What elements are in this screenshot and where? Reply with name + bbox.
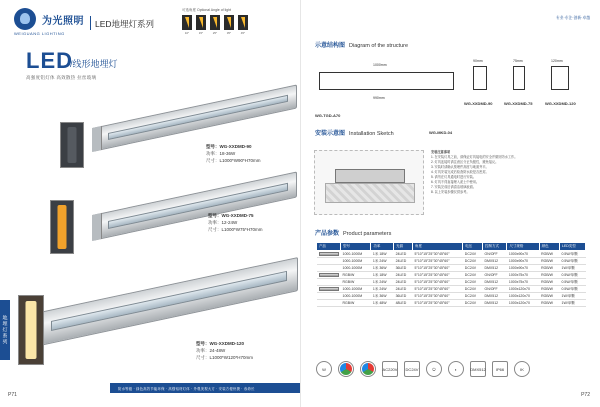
params-body: [317, 251, 586, 307]
table-cell: RGB/W: [539, 300, 559, 307]
table-row: [317, 279, 586, 286]
angle-label: 15°: [198, 31, 204, 35]
table-cell: DC24V: [463, 279, 483, 286]
params-title-cn: 产品参数: [315, 231, 340, 237]
table-cell: 1000-1000M: [341, 286, 371, 293]
table-cell: 0.5W/单颗: [560, 258, 586, 265]
angle-panel: [182, 8, 282, 48]
spec-block-75: [208, 212, 263, 233]
product-photo-90: [60, 122, 84, 168]
structure-title-en: Diagram of the structure: [349, 43, 409, 49]
structure-section-90: [473, 66, 487, 90]
table-cell: 48LED: [394, 300, 413, 307]
feature-icons: [316, 361, 530, 377]
table-cell: 1000x90x70: [507, 258, 539, 265]
dc24v-icon: DC24V: [404, 361, 420, 377]
table-cell: 1000-1000M: [341, 293, 371, 300]
product-thumb: [319, 287, 339, 291]
width-label: 90mm: [473, 59, 483, 63]
section-model-label: WG-XXDMD-90: [464, 101, 493, 106]
product-thumb-cell: [317, 265, 341, 272]
table-cell: 5°10°15°25°30°45°60°: [413, 265, 463, 272]
table-cell: 36LED: [394, 293, 413, 300]
light-slot: [58, 205, 67, 249]
params-title-en: Product parameters: [343, 231, 392, 237]
table-cell: 0.5W/单颗: [560, 272, 586, 279]
product-thumb-cell: [317, 293, 341, 300]
dim-length-bottom: 990mm: [373, 96, 385, 100]
note-line: 7. 安装完成后请清洁玻璃表面。: [431, 185, 476, 189]
product-thumb-cell: [317, 272, 341, 279]
page-number-left: P71: [8, 392, 17, 398]
spec-model: 型号：WG-XXDMD-90: [206, 144, 252, 149]
angle-labels: [182, 31, 282, 35]
structure-section-120: [551, 66, 569, 90]
table-cell: 1000x120x70: [507, 300, 539, 307]
spec-power: 功率：18-36W: [206, 151, 236, 156]
table-cell: 1000-1000M: [341, 265, 371, 272]
section-model-label: WG-XXDMD-120: [545, 101, 576, 106]
series-divider: [90, 16, 91, 30]
ik-icon: IK: [514, 361, 530, 377]
note-line: 1. 在安装灯具之前，请保证灯具接电的安全并做好防水工作。: [431, 155, 518, 159]
brand-subtitle: WEIGUANG LIGHTING: [14, 31, 65, 36]
table-cell: RGB/W: [539, 251, 559, 258]
brand-logo-icon: [14, 8, 36, 30]
feature-line: 高强度铝灯体 高效散热 拉丝玻璃: [26, 75, 97, 80]
table-cell: 1米 36W: [371, 265, 394, 272]
table-cell: ON/OFF: [482, 286, 506, 293]
brand: [14, 8, 84, 30]
left-footer-bar: 防水等级 · 绿色高效节能环保 · 高强铝材灯体 · 外观美观大方 · 安装方便快捷 · 寿命长: [110, 383, 300, 393]
product-thumb-cell: [317, 251, 341, 258]
width-label: 75mm: [513, 59, 523, 63]
table-row: [317, 300, 586, 307]
product-thumb: [319, 252, 339, 256]
beam-angle-icon: [224, 15, 234, 30]
table-cell: 1米 24W: [371, 286, 394, 293]
table-cell: 1000x75x70: [507, 279, 539, 286]
table-cell: 5°10°15°25°30°45°60°: [413, 300, 463, 307]
install-title: [315, 128, 394, 137]
product-thumb-cell: [317, 300, 341, 307]
table-cell: ON/OFF: [482, 251, 506, 258]
spec-size: 尺寸：L1000*W75*H70mm: [208, 227, 263, 232]
table-cell: DC24V: [463, 293, 483, 300]
table-cell: 5°10°15°25°30°45°60°: [413, 258, 463, 265]
width-label: 120mm: [551, 59, 563, 63]
angle-label: 25°: [212, 31, 218, 35]
structure-section-75: [513, 66, 525, 90]
structure-title-cn: 示意结构图: [315, 43, 346, 49]
header-cell: 颜色: [539, 243, 559, 251]
table-cell: DC24V: [463, 258, 483, 265]
table-cell: 1米 24W: [371, 258, 394, 265]
product-thumb-cell: [317, 286, 341, 293]
top-tag: 专业·专注·创新·卓越: [555, 15, 590, 20]
table-cell: 1W/单颗: [560, 265, 586, 272]
angle-caption: 可选角度 Optional Angle of light: [182, 8, 232, 12]
note-line: 8. 以上安装步骤仅供参考。: [431, 190, 470, 194]
params-header-row: [317, 243, 586, 251]
dim-icon: ◐: [448, 361, 464, 377]
header-cell: 产品: [317, 243, 341, 251]
table-cell: 0.5W/单颗: [560, 251, 586, 258]
table-cell: DC24V: [463, 300, 483, 307]
table-cell: 5°10°15°25°30°45°60°: [413, 286, 463, 293]
led-subtitle: /线形地埋灯: [70, 59, 118, 69]
white-light-icon: W: [316, 361, 332, 377]
dim-length-top: 1000mm: [373, 63, 387, 67]
table-cell: RGB/W: [539, 279, 559, 286]
side-tab[interactable]: 地埋灯系列: [0, 300, 10, 360]
install-title-cn: 安装示意图: [315, 131, 346, 137]
table-cell: DMX512: [482, 293, 506, 300]
note-line: 3. 安装时请确认预埋件高度与地面齐平。: [431, 165, 489, 169]
angle-label: 45°: [240, 31, 246, 35]
angle-label: 35°: [226, 31, 232, 35]
table-cell: 1米 24W: [371, 279, 394, 286]
table-cell: 24LED: [394, 251, 413, 258]
spec-model: 型号：WG-XXDMD-75: [208, 213, 254, 218]
table-cell: RGB/W: [341, 279, 371, 286]
table-row: [317, 258, 586, 265]
table-cell: RGB/W: [539, 293, 559, 300]
table-cell: 24LED: [394, 258, 413, 265]
table-row: [317, 251, 586, 258]
table-cell: DMX512: [482, 265, 506, 272]
angle-label: 10°: [184, 31, 190, 35]
header-cell: 控制方式: [482, 243, 506, 251]
light-slot: [26, 301, 37, 358]
install-sketch: [314, 150, 424, 215]
table-cell: DC24V: [463, 265, 483, 272]
light-slot: [68, 127, 77, 164]
ac220v-icon: AC220V: [382, 361, 398, 377]
product-thumb-cell: [317, 258, 341, 265]
product-thumb: [319, 273, 339, 277]
note-line: 5. 请勿在灯具通电时进行安装。: [431, 175, 476, 179]
beam-angle-icon: [238, 15, 248, 30]
table-cell: 24LED: [394, 272, 413, 279]
product-photo-75: [50, 200, 74, 254]
table-cell: 5°10°15°25°30°45°60°: [413, 293, 463, 300]
led-title: LED: [26, 48, 73, 73]
table-cell: 5°10°15°25°30°45°60°: [413, 251, 463, 258]
table-cell: 1000x120x70: [507, 286, 539, 293]
sketch-housing: [335, 169, 405, 183]
table-cell: 1000x90x70: [507, 251, 539, 258]
header-cell: 尺寸规格: [507, 243, 539, 251]
table-cell: 1米 18W: [371, 251, 394, 258]
params-table: [316, 242, 586, 307]
table-cell: DC24V: [463, 286, 483, 293]
section-model-label: WG-XXDMD-75: [504, 101, 533, 106]
header-cell: 角度: [413, 243, 463, 251]
header-cell: 电压: [463, 243, 483, 251]
sketch-ground: [325, 183, 415, 203]
header-cell: LED类型: [560, 243, 586, 251]
table-cell: DMX512: [482, 279, 506, 286]
note-line: 2. 灯具连接时请注意区分正负极性，避免接反。: [431, 160, 499, 164]
table-cell: 0.5W/单颗: [560, 286, 586, 293]
fixture-image-120: [30, 314, 298, 348]
table-cell: RGB/W: [341, 300, 371, 307]
table-cell: 1W/单颗: [560, 300, 586, 307]
table-cell: RGB/W: [539, 258, 559, 265]
table-row: [317, 265, 586, 272]
table-cell: 1000-1000M: [341, 251, 371, 258]
series-title: LED地埋灯系列: [95, 19, 155, 29]
spec-block-90: [206, 143, 261, 164]
params-title: [315, 228, 391, 237]
table-cell: RGB/W: [341, 272, 371, 279]
table-cell: 1米 18W: [371, 272, 394, 279]
table-cell: 24LED: [394, 286, 413, 293]
beam-angle-icon: [196, 15, 206, 30]
structure-side-view: [319, 72, 454, 90]
spec-size: 尺寸：L1000*W120*H70mm: [196, 355, 254, 360]
rgbw-icon: [360, 361, 376, 377]
product-photo-120: [18, 295, 44, 365]
table-cell: DC24V: [463, 251, 483, 258]
ip66-icon: IP66: [492, 361, 508, 377]
header-cell: 功率: [371, 243, 394, 251]
angle-row: [182, 15, 282, 30]
table-cell: 1000x90x70: [507, 265, 539, 272]
header-cell: 型号: [341, 243, 371, 251]
table-cell: 1000x75x70: [507, 272, 539, 279]
notes-title: 安装注意事项: [431, 150, 451, 154]
install-notes: [431, 150, 581, 195]
table-cell: RGB/W: [539, 265, 559, 272]
table-cell: 1W/单颗: [560, 293, 586, 300]
beam-angle-icon: [182, 15, 192, 30]
header-cell: 光源: [394, 243, 413, 251]
table-cell: 1000-1000M: [341, 258, 371, 265]
table-cell: 5°10°15°25°30°45°60°: [413, 279, 463, 286]
beam-angle-icon: [210, 15, 220, 30]
table-cell: 0.5W/单颗: [560, 279, 586, 286]
note-line: 6. 灯具不得直接埋入泥土中使用。: [431, 180, 480, 184]
spec-power: 功率：24-48W: [196, 348, 226, 353]
table-cell: 1米 36W: [371, 293, 394, 300]
page-number-right: P72: [581, 392, 590, 398]
structure-title: [315, 40, 408, 49]
table-cell: 5°10°15°25°30°45°60°: [413, 272, 463, 279]
table-cell: ON/OFF: [482, 272, 506, 279]
table-cell: 1000x120x70: [507, 293, 539, 300]
install-model: WG-MKD-04: [429, 130, 453, 135]
table-row: [317, 293, 586, 300]
spec-model: 型号：WG-XXDMD-120: [196, 341, 245, 346]
note-line: 4. 灯具安装完成后检查防水胶是否密封。: [431, 170, 489, 174]
table-cell: DMX512: [482, 258, 506, 265]
table-cell: DC24V: [463, 272, 483, 279]
table-cell: 24LED: [394, 279, 413, 286]
install-title-en: Installation Sketch: [349, 131, 394, 137]
table-cell: 1米 48W: [371, 300, 394, 307]
spec-size: 尺寸：L1000*W90*H70mm: [206, 158, 261, 163]
fixture-image-75: [92, 215, 297, 241]
fixture-image-90: [92, 128, 297, 152]
table-cell: RGB/W: [539, 286, 559, 293]
product-thumb-cell: [317, 279, 341, 286]
table-cell: RGB/W: [539, 272, 559, 279]
table-row: [317, 272, 586, 279]
rgb-icon: [338, 361, 354, 377]
brand-name: 为光照明: [42, 15, 84, 27]
side-model-label: WG-TGD-A70: [315, 113, 341, 118]
table-cell: 36LED: [394, 265, 413, 272]
power-icon: ⏻: [426, 361, 442, 377]
table-cell: DMX512: [482, 300, 506, 307]
dmx512-icon: DMX512: [470, 361, 486, 377]
spec-power: 功率：12-24W: [208, 220, 238, 225]
spec-block-120: [196, 340, 253, 361]
table-row: [317, 286, 586, 293]
